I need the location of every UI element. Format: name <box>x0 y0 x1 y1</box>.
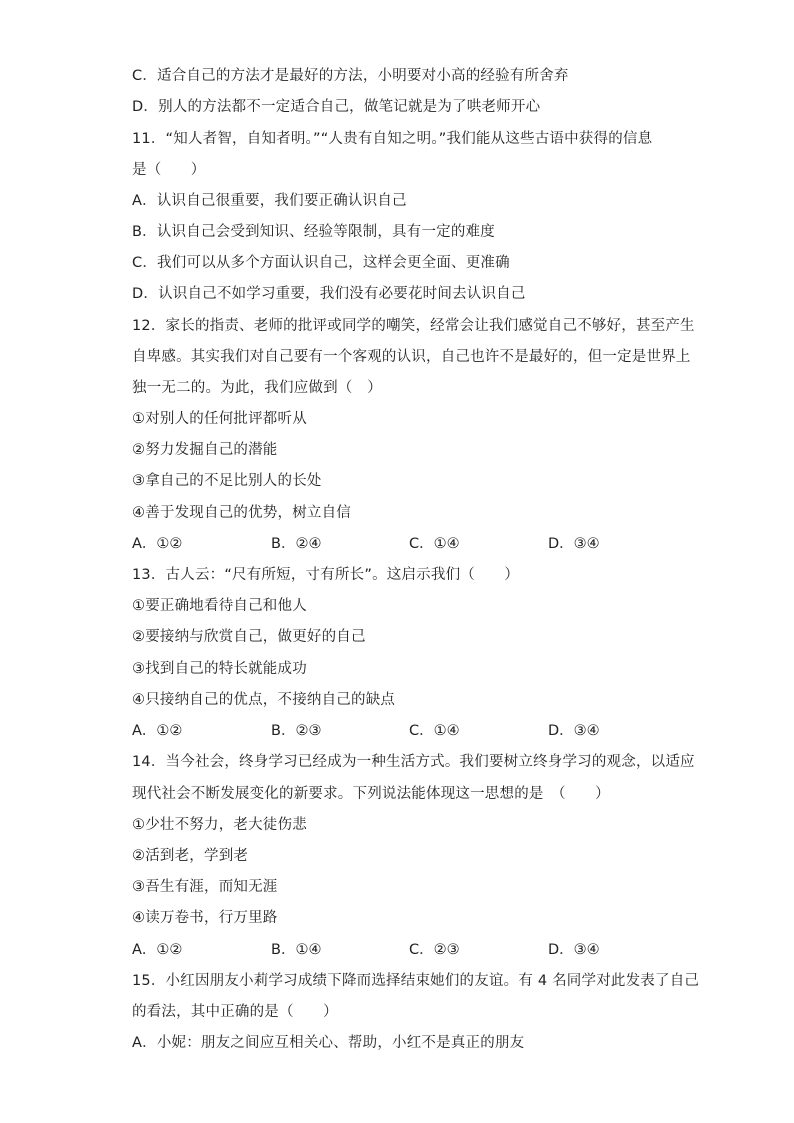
q12-statement-4: ④善于发现自己的优势，树立自信 <box>132 505 351 521</box>
q12-option-c: C．①④ <box>409 536 460 552</box>
q13-option-a: A．①② <box>132 723 183 739</box>
q14-option-c: C．②③ <box>409 942 460 958</box>
q14-statement-3: ③吾生有涯，而知无涯 <box>132 879 278 895</box>
q14-statement-1: ①少壮不努力，老大徒伤悲 <box>132 817 307 833</box>
q12-stem-line-3: 独一无二的。为此，我们应做到（ ） <box>132 380 382 396</box>
q15-stem-line-2: 的看法，其中正确的是（ ） <box>132 1004 338 1020</box>
q12-stem-line-1: 12．家长的指责、老师的批评或同学的嘲笑，经常会让我们感觉自己不够好，甚至产生 <box>132 318 695 334</box>
q14-option-d: D．③④ <box>548 942 600 958</box>
q11-stem-line-2: 是（ ） <box>132 162 206 178</box>
q12-option-a: A．①② <box>132 536 183 552</box>
q11-option-b: B．认识自己会受到知识、经验等限制，具有一定的难度 <box>132 224 495 240</box>
q12-statement-1: ①对别人的任何批评都听从 <box>132 411 307 427</box>
q15-stem-line-1: 15．小红因朋友小莉学习成绩下降而选择结束她们的友谊。有 4 名同学对此发表了自己 <box>132 973 700 989</box>
q12-option-d: D．③④ <box>548 536 600 552</box>
q14-stem-line-1: 14．当今社会，终身学习已经成为一种生活方式。我们要树立终身学习的观念，以适应 <box>132 754 695 770</box>
q12-statement-3: ③拿自己的不足比别人的长处 <box>132 473 322 489</box>
q14-statement-4: ④读万卷书，行万里路 <box>132 910 278 926</box>
q14-statement-2: ②活到老，学到老 <box>132 848 249 864</box>
q12-statement-2: ②努力发掘自己的潜能 <box>132 442 278 458</box>
q10-option-c: C．适合自己的方法才是最好的方法，小明要对小高的经验有所舍弃 <box>132 68 569 84</box>
q11-stem-line-1: 11．“知人者智，自知者明。”“人贵有自知之明。”我们能从这些古语中获得的信息 <box>132 131 653 147</box>
q13-option-b: B．②③ <box>271 723 322 739</box>
q14-stem-line-2: 现代社会不断发展变化的新要求。下列说法能体现这一思想的是 （ ） <box>132 786 610 802</box>
q13-statement-4: ④只接纳自己的优点，不接纳自己的缺点 <box>132 692 396 708</box>
q13-statement-2: ②要接纳与欣赏自己，做更好的自己 <box>132 629 366 645</box>
q12-stem-line-2: 自卑感。其实我们对自己要有一个客观的认识，自己也许不是最好的，但一定是世界上 <box>132 349 691 365</box>
q11-option-c: C．我们可以从多个方面认识自己，这样会更全面、更准确 <box>132 255 510 271</box>
q13-stem: 13．古人云：“尺有所短，寸有所长”。这启示我们（ ） <box>132 567 520 583</box>
q14-option-a: A．①② <box>132 942 183 958</box>
q11-option-d: D．认识自己不如学习重要，我们没有必要花时间去认识自己 <box>132 286 526 302</box>
q15-option-a: A．小妮：朋友之间应互相关心、帮助，小红不是真正的朋友 <box>132 1035 525 1051</box>
q14-option-b: B．①④ <box>271 942 322 958</box>
q13-statement-3: ③找到自己的特长就能成功 <box>132 661 307 677</box>
q13-option-d: D．③④ <box>548 723 600 739</box>
q12-option-b: B．②④ <box>271 536 322 552</box>
q10-option-d: D．别人的方法都不一定适合自己，做笔记就是为了哄老师开心 <box>132 99 541 115</box>
q11-option-a: A．认识自己很重要，我们要正确认识自己 <box>132 193 407 209</box>
q13-option-c: C．①④ <box>409 723 460 739</box>
q13-statement-1: ①要正确地看待自己和他人 <box>132 598 307 614</box>
